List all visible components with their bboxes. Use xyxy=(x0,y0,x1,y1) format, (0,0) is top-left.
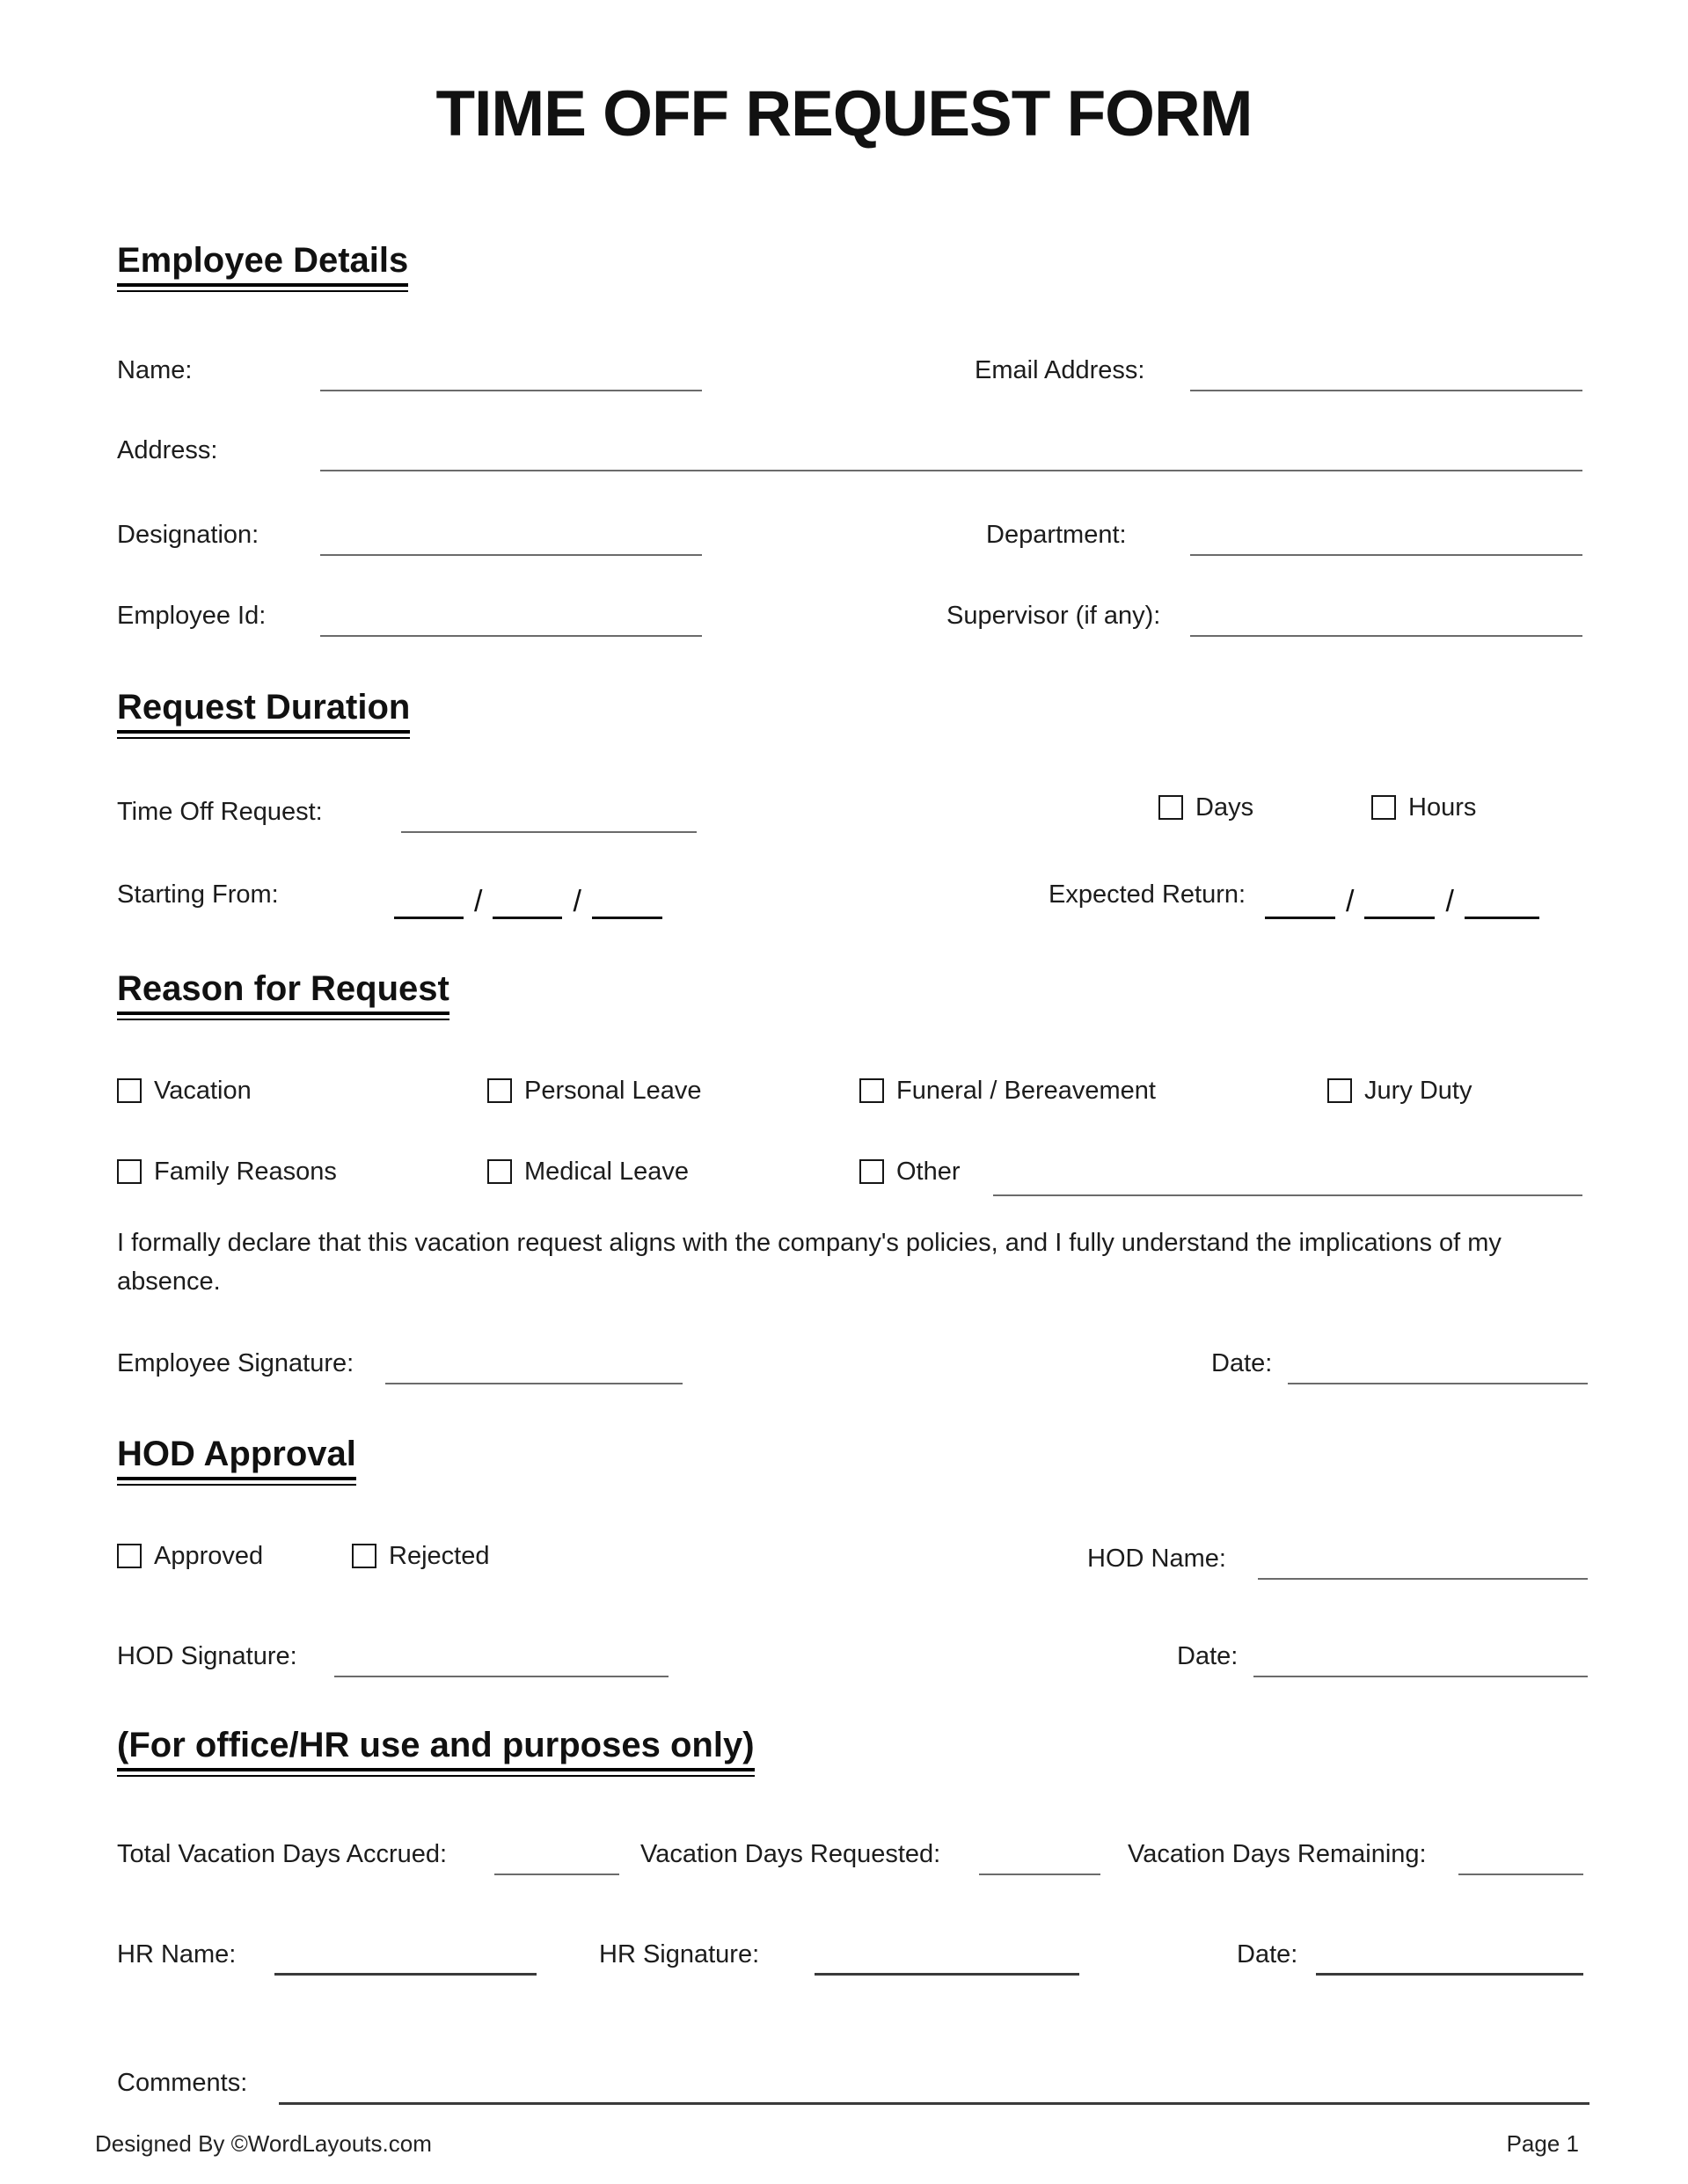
time-off-request-label: Time Off Request: xyxy=(117,798,323,826)
hod-name-input-line[interactable] xyxy=(1258,1578,1588,1580)
medical-leave-checkbox-item[interactable] xyxy=(487,1156,689,1187)
section-heading-employee-details: Employee Details xyxy=(117,241,408,292)
designation-input-line[interactable] xyxy=(320,554,702,556)
funeral-bereavement-checkbox[interactable] xyxy=(859,1078,884,1103)
email-label: Email Address: xyxy=(975,356,1145,384)
employee-date-line[interactable] xyxy=(1288,1383,1588,1384)
section-heading-hr-use-only: (For office/HR use and purposes only) xyxy=(117,1726,755,1777)
expected-return-label: Expected Return: xyxy=(1049,880,1246,909)
funeral-bereavement-label: Funeral / Bereavement xyxy=(896,1076,1156,1105)
hr-name-input-line[interactable] xyxy=(274,1973,537,1976)
comments-label: Comments: xyxy=(117,2069,248,2097)
section-heading-request-duration: Request Duration xyxy=(117,688,410,739)
expected-return-month-line[interactable] xyxy=(1364,881,1435,919)
family-reasons-label: Family Reasons xyxy=(154,1157,337,1186)
approved-label: Approved xyxy=(154,1541,264,1570)
date-separator: / xyxy=(1445,885,1454,918)
footer-credit: Designed By ©WordLayouts.com xyxy=(95,2130,432,2157)
jury-duty-checkbox[interactable] xyxy=(1327,1078,1352,1103)
hours-label: Hours xyxy=(1408,793,1477,822)
other-reason-input-line[interactable] xyxy=(993,1194,1582,1196)
other-checkbox-item[interactable] xyxy=(859,1156,961,1187)
comments-input-line[interactable] xyxy=(279,2102,1589,2105)
other-label: Other xyxy=(896,1157,961,1186)
supervisor-input-line[interactable] xyxy=(1190,635,1582,637)
vacation-days-accrued-line[interactable] xyxy=(494,1874,619,1875)
days-label: Days xyxy=(1195,793,1254,822)
supervisor-label: Supervisor (if any): xyxy=(946,602,1161,630)
days-checkbox-item[interactable] xyxy=(1158,792,1253,823)
section-heading-reason-for-request: Reason for Request xyxy=(117,969,449,1020)
rejected-label: Rejected xyxy=(389,1541,490,1570)
employee-signature-line[interactable] xyxy=(385,1383,683,1384)
days-checkbox[interactable] xyxy=(1158,795,1183,820)
jury-duty-label: Jury Duty xyxy=(1364,1076,1472,1105)
employee-id-input-line[interactable] xyxy=(320,635,702,637)
hr-signature-label: HR Signature: xyxy=(599,1940,760,1969)
hr-signature-line[interactable] xyxy=(815,1973,1079,1976)
vacation-days-requested-label: Vacation Days Requested: xyxy=(640,1840,941,1868)
expected-return-date-fields[interactable] xyxy=(1265,880,1539,919)
vacation-days-remaining-line[interactable] xyxy=(1458,1874,1583,1875)
department-label: Department: xyxy=(986,521,1127,549)
starting-from-day-line[interactable] xyxy=(394,881,464,919)
vacation-label: Vacation xyxy=(154,1076,252,1105)
starting-from-label: Starting From: xyxy=(117,880,279,909)
rejected-checkbox-item[interactable] xyxy=(352,1540,489,1572)
starting-from-year-line[interactable] xyxy=(592,881,662,919)
other-checkbox[interactable] xyxy=(859,1159,884,1184)
page-title: TIME OFF REQUEST FORM xyxy=(435,78,1253,150)
hod-signature-label: HOD Signature: xyxy=(117,1642,297,1670)
declaration-text: I formally declare that this vacation request aligns with the company's policies, and I fully understand the implications of my absence. xyxy=(117,1229,1502,1296)
time-off-request-input-line[interactable] xyxy=(401,831,697,833)
vacation-days-requested-line[interactable] xyxy=(979,1874,1100,1875)
approved-checkbox[interactable] xyxy=(117,1544,142,1568)
medical-leave-checkbox[interactable] xyxy=(487,1159,512,1184)
approved-checkbox-item[interactable] xyxy=(117,1540,263,1572)
employee-id-label: Employee Id: xyxy=(117,602,267,630)
expected-return-day-line[interactable] xyxy=(1265,881,1335,919)
designation-label: Designation: xyxy=(117,521,259,549)
vacation-checkbox[interactable] xyxy=(117,1078,142,1103)
employee-date-label: Date: xyxy=(1211,1349,1273,1377)
footer-page-number: Page 1 xyxy=(1506,2130,1579,2157)
personal-leave-checkbox[interactable] xyxy=(487,1078,512,1103)
employee-signature-label: Employee Signature: xyxy=(117,1349,354,1377)
family-reasons-checkbox[interactable] xyxy=(117,1159,142,1184)
family-reasons-checkbox-item[interactable] xyxy=(117,1156,337,1187)
hr-date-line[interactable] xyxy=(1316,1973,1583,1976)
date-separator: / xyxy=(474,885,483,918)
medical-leave-label: Medical Leave xyxy=(524,1157,689,1186)
date-separator: / xyxy=(1346,885,1355,918)
department-input-line[interactable] xyxy=(1190,554,1582,556)
address-input-line[interactable] xyxy=(320,470,1582,471)
name-input-line[interactable] xyxy=(320,390,702,391)
date-separator: / xyxy=(573,885,581,918)
starting-from-month-line[interactable] xyxy=(493,881,562,919)
hod-date-line[interactable] xyxy=(1253,1676,1588,1677)
hr-date-label: Date: xyxy=(1237,1940,1298,1969)
hours-checkbox-item[interactable] xyxy=(1371,792,1476,823)
personal-leave-checkbox-item[interactable] xyxy=(487,1075,702,1107)
funeral-bereavement-checkbox-item[interactable] xyxy=(859,1075,1156,1107)
hours-checkbox[interactable] xyxy=(1371,795,1396,820)
hod-date-label: Date: xyxy=(1177,1642,1239,1670)
vacation-days-remaining-label: Vacation Days Remaining: xyxy=(1128,1840,1427,1868)
address-label: Address: xyxy=(117,436,218,464)
hod-name-label: HOD Name: xyxy=(1087,1545,1226,1573)
email-input-line[interactable] xyxy=(1190,390,1582,391)
jury-duty-checkbox-item[interactable] xyxy=(1327,1075,1472,1107)
section-heading-hod-approval: HOD Approval xyxy=(117,1435,356,1486)
hod-signature-line[interactable] xyxy=(334,1676,669,1677)
hr-name-label: HR Name: xyxy=(117,1940,237,1969)
personal-leave-label: Personal Leave xyxy=(524,1076,702,1105)
vacation-checkbox-item[interactable] xyxy=(117,1075,252,1107)
expected-return-year-line[interactable] xyxy=(1465,881,1539,919)
name-label: Name: xyxy=(117,356,193,384)
rejected-checkbox[interactable] xyxy=(352,1544,376,1568)
starting-from-date-fields[interactable] xyxy=(394,880,662,919)
vacation-days-accrued-label: Total Vacation Days Accrued: xyxy=(117,1840,448,1868)
